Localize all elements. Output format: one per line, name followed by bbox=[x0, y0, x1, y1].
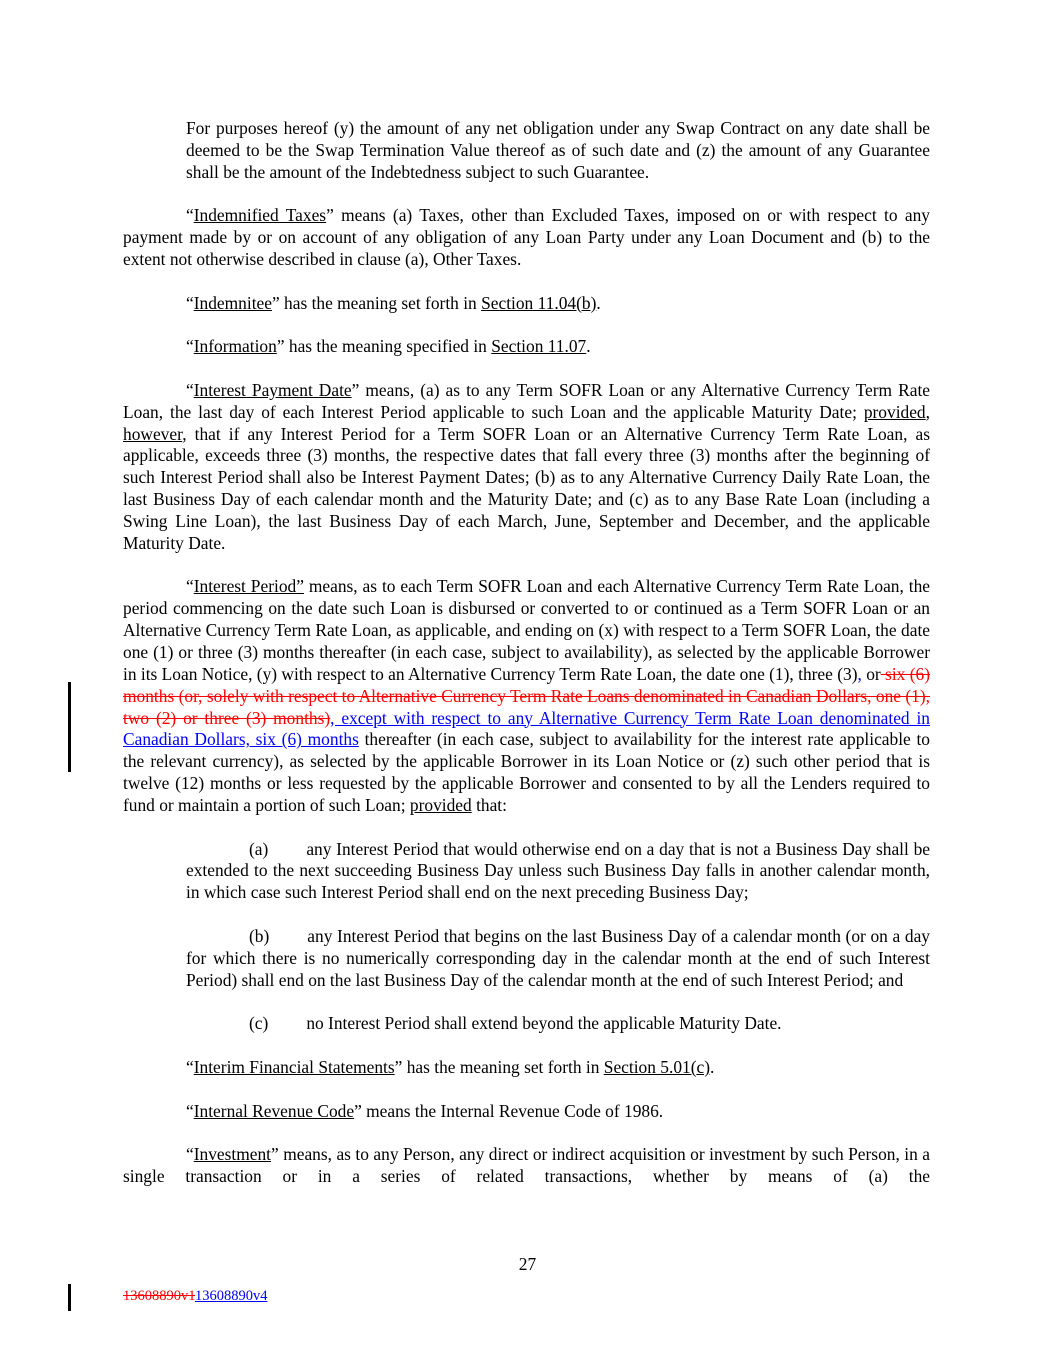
paragraph-definition-indemnified-taxes bbox=[123, 205, 930, 271]
text-run: or bbox=[861, 663, 881, 684]
text-run: “ bbox=[186, 379, 194, 400]
change-bar-footer bbox=[68, 1284, 71, 1311]
new-version-id: 13608890v4 bbox=[194, 1288, 268, 1304]
text-run: “ bbox=[186, 1144, 194, 1165]
paragraph-definition-internal-revenue-code bbox=[123, 1101, 930, 1123]
old-version-id: 13608890v1 bbox=[123, 1288, 195, 1304]
text-run: “ bbox=[186, 576, 194, 597]
paragraph-swap-contract-continuation bbox=[186, 118, 930, 184]
deleted-text: six (6) months (or, solely with respect to Alternative Currency Term Rate Loans denominated in Canadian Dollars, one (1), two (2) or three (3) months) bbox=[123, 663, 930, 728]
defined-term: Interest Payment Date bbox=[193, 379, 352, 400]
text-run: . bbox=[586, 336, 591, 357]
defined-term: Indemnified Taxes bbox=[193, 205, 327, 226]
defined-term: Information bbox=[193, 336, 277, 357]
subparagraph-a bbox=[186, 839, 930, 905]
text-run: . bbox=[710, 1056, 715, 1077]
paragraph-definition-investment bbox=[123, 1144, 930, 1188]
subparagraph-b bbox=[186, 926, 930, 992]
text-run: (c) bbox=[249, 1013, 269, 1034]
defined-term: provided bbox=[863, 401, 926, 422]
defined-term: provided bbox=[409, 794, 472, 815]
text-run: ” has the meaning set forth in bbox=[271, 292, 482, 313]
defined-term: Section 5.01(c) bbox=[603, 1056, 711, 1077]
paragraph-definition-information bbox=[123, 336, 930, 358]
text-run: “ bbox=[186, 205, 194, 226]
text-run: “ bbox=[186, 1056, 194, 1077]
defined-term: Internal Revenue Code bbox=[193, 1100, 355, 1121]
text-run: . bbox=[596, 292, 601, 313]
text-run: “ bbox=[186, 1100, 194, 1121]
page-number: 27 bbox=[518, 1254, 537, 1274]
paragraph-definition-interest-period bbox=[123, 576, 930, 816]
text-run: For purposes hereof (y) the amount of any net obligation under any Swap Contract on any date shall be deemed to be the Swap Termination Value thereof as of such date and (z) the amount of any Guarantee shall be the amount of the Indebtedness subject to such Guarantee. bbox=[186, 118, 930, 182]
subparagraph-c bbox=[186, 1013, 930, 1035]
inserted-text: , bbox=[857, 663, 862, 684]
document-version-ids bbox=[123, 1287, 267, 1305]
text-run: , that if any Interest Period for a Term SOFR Loan or an Alternative Currency Term Rate Loan, as applicable, exceeds three (3) months, the respective dates that fall every three (3) months after the beginning of such Interest Period shall also be Interest Payment Dates; (b) as to any Alternative Currency Daily Rate Loan, the last Business Day of each calendar month and the Maturity Date; and (c) as to any Base Rate Loan (including a Swing Line Loan), the last Business Day of each March, June, September and December, and the applicable Maturity Date. bbox=[123, 423, 930, 553]
defined-term: Investment bbox=[193, 1144, 272, 1165]
text-run: that: bbox=[471, 794, 507, 815]
paragraph-definition-interim-financial-statements bbox=[123, 1057, 930, 1079]
defined-term: Section 11.07 bbox=[491, 336, 587, 357]
defined-term: however bbox=[123, 423, 183, 444]
text-run: ” means, as to any Person, any direct or indirect acquisition or investment by such Person, in a single transaction or in a series of related transactions, whether by means of (a) the bbox=[123, 1144, 930, 1186]
text-run: (b) bbox=[249, 925, 270, 946]
text-run: , bbox=[925, 401, 930, 422]
paragraph-definition-interest-payment-date bbox=[123, 380, 930, 555]
document-body bbox=[123, 118, 930, 1188]
text-run: ” has the meaning set forth in bbox=[394, 1056, 604, 1077]
text-run: no Interest Period shall extend beyond the applicable Maturity Date. bbox=[306, 1013, 782, 1034]
text-run: ” means, (a) as to any Term SOFR Loan or any Alternative Currency Term Rate Loan, the last day of each Interest Period applicable to such Loan and the applicable Maturity Date; bbox=[123, 379, 930, 422]
change-bar-redline bbox=[68, 682, 71, 772]
text-run: means, as to each Term SOFR Loan and each Alternative Currency Term Rate Loan, the period commencing on the date such Loan is disbursed or converted to or continued as a Term SOFR Loan or an Alternative Currency Term Rate Loan, as applicable, and ending on (x) with respect to a Term SOFR Loan, the date one (1) or three (3) months thereafter (in each case, subject to availability), as selected by the applicable Borrower in its Loan Notice, (y) with respect to an Alternative Currency Term Rate Loan, the date one (1), three (3) bbox=[123, 576, 930, 684]
text-run: “ bbox=[186, 336, 194, 357]
inserted-text: , except with respect to any Alternative Currency Term Rate Loan denominated in Canadian Dollars, six (6) months bbox=[123, 707, 930, 750]
defined-term: Indemnitee bbox=[193, 292, 272, 313]
text-run: thereafter (in each case, subject to availability for the interest rate applicable to the relevant currency), as selected by the applicable Borrower in its Loan Notice or (z) such other period that is twelve (12) months or less requested by the applicable Borrower and consented to by all the Lenders required to fund or maintain a portion of such Loan; bbox=[123, 729, 930, 815]
defined-term: Section 11.04(b) bbox=[481, 292, 597, 313]
text-run: “ bbox=[186, 292, 194, 313]
text-run: ” means the Internal Revenue Code of 1986. bbox=[354, 1100, 664, 1121]
text-run: any Interest Period that would otherwise end on a day that is not a Business Day shall be extended to the next succeeding Business Day unless such Business Day falls in another calendar month, in which case such Interest Period shall end on the next preceding Business Day; bbox=[186, 838, 930, 903]
defined-term: Interim Financial Statements bbox=[193, 1056, 395, 1077]
paragraph-definition-indemnitee bbox=[123, 293, 930, 315]
text-run: ” means (a) Taxes, other than Excluded Taxes, imposed on or with respect to any payment made by or on account of any obligation of any Loan Party under any Loan Document and (b) to the extent not otherwise described in clause (a), Other Taxes. bbox=[123, 205, 930, 270]
text-run: any Interest Period that begins on the last Business Day of a calendar month (or on a day for which there is no numerically corresponding day in the calendar month at the end of such Interest Period) shall end on the last Business Day of the calendar month at the end of such Interest Period; and bbox=[186, 925, 930, 990]
text-run: (a) bbox=[249, 838, 269, 859]
text-run: ” has the meaning specified in bbox=[276, 336, 492, 357]
defined-term: Interest Period” bbox=[193, 576, 304, 597]
